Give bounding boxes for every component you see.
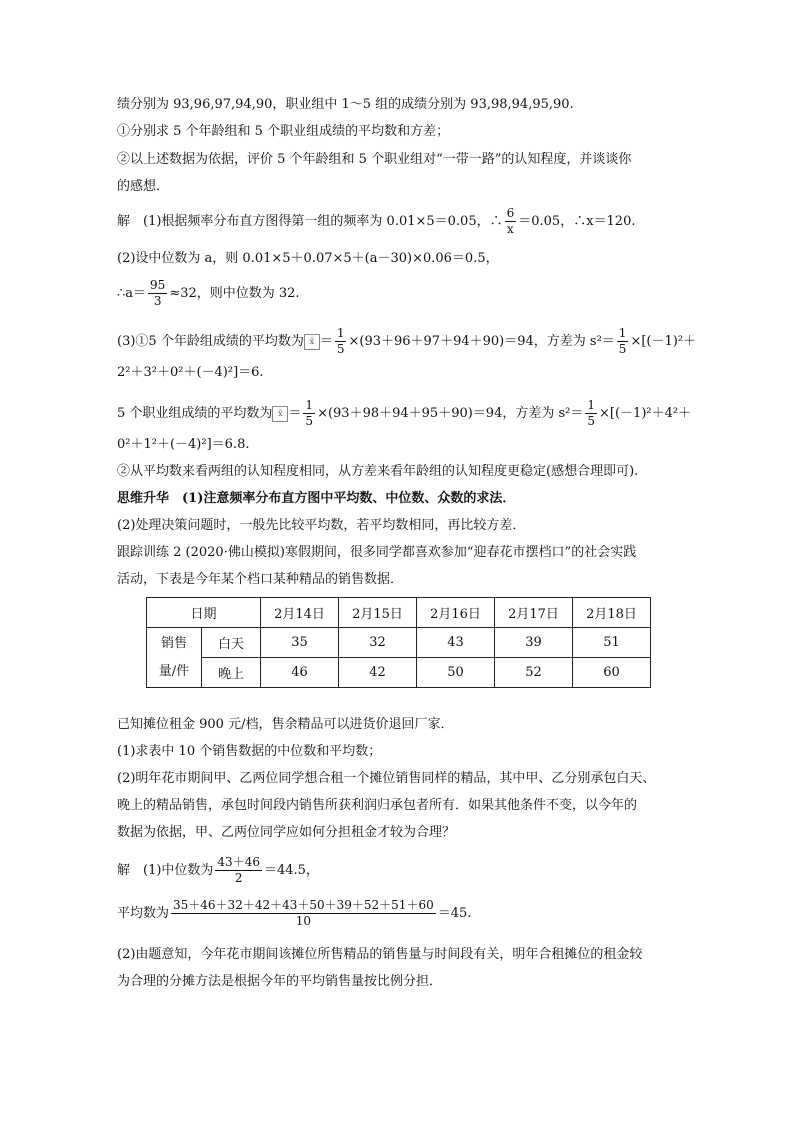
- table-cell: 51: [573, 628, 651, 658]
- fraction: [585, 398, 597, 429]
- solution-line: [117, 855, 319, 886]
- text-line: 活动，下表是今年某个档口某种精品的销售数据．: [117, 572, 404, 587]
- table-row-label: [147, 628, 202, 688]
- text: 5 个职业组成绩的平均数为: [117, 406, 273, 421]
- table-cell: 32: [339, 628, 417, 658]
- denominator: 2: [234, 871, 243, 885]
- table-cell: 52: [495, 658, 573, 688]
- text-line: 0²＋1²＋(－4)²]＝6.8.: [117, 437, 250, 452]
- numerator: 1: [587, 398, 596, 412]
- table-cell: 35: [261, 628, 339, 658]
- text: (3)①5 个年龄组成绩的平均数为: [117, 334, 304, 349]
- numerator: 95: [150, 278, 166, 292]
- denominator: 5: [618, 342, 627, 356]
- fraction: [171, 898, 436, 929]
- numerator: 1: [336, 326, 345, 340]
- numerator: 43＋46: [217, 855, 260, 869]
- table-row: [147, 658, 651, 688]
- numerator: 6: [506, 206, 515, 220]
- text-line: 数据为依据，甲、乙两位同学应如何分担租金才较为合理？: [117, 825, 456, 840]
- denominator: 5: [305, 414, 314, 428]
- text-line: (1)求表中 10 个销售数据的中位数和平均数；: [117, 744, 382, 759]
- table-cell: 60: [573, 658, 651, 688]
- table-header-cell: 2月16日: [417, 598, 495, 628]
- table-cell: 39: [495, 628, 573, 658]
- fraction: [505, 206, 517, 237]
- row-label-line: 量/件: [158, 663, 190, 679]
- table-cell: 50: [417, 658, 495, 688]
- text: 平均数为: [117, 906, 170, 921]
- mean-symbol-icon: x̄: [304, 334, 320, 350]
- denominator: 10: [295, 914, 311, 928]
- text-line: ②从平均数来看两组的认知程度相同，从方差来看年龄组的认知程度更稳定(感想合理即可).: [117, 464, 639, 479]
- fraction: [303, 398, 315, 429]
- sales-table: [146, 597, 651, 688]
- table-cell: 晚上: [202, 658, 261, 688]
- text-line: 思维升华 (1)注意频率分布直方图中平均数、中位数、众数的求法．: [117, 491, 516, 506]
- solution-line: [117, 206, 635, 237]
- denominator: x: [507, 222, 514, 236]
- text: 解 (1)根据频率分布直方图得第一组的频率为 0.01×5＝0.05，∴: [117, 214, 503, 229]
- text: ＝: [319, 334, 333, 349]
- denominator: 5: [587, 414, 596, 428]
- table-row: [147, 598, 651, 628]
- text-line: 的感想．: [117, 179, 170, 194]
- numerator: 1: [305, 398, 314, 412]
- text-line: (2)处理决策问题时，一般先比较平均数，若平均数相同，再比较方差．: [117, 518, 526, 533]
- text: ×[(－1)²＋4²＋: [599, 406, 692, 421]
- text-line: 已知摊位租金 900 元/档，售余精品可以进货价退回厂家．: [117, 717, 454, 732]
- fraction: [335, 326, 347, 357]
- text: ＝: [288, 406, 302, 421]
- text-line: (2)设中位数为 a，则 0.01×5＋0.07×5＋(a－30)×0.06＝0.5，: [117, 251, 499, 266]
- denominator: 3: [153, 294, 162, 308]
- text: ∴a＝: [117, 286, 147, 301]
- text: ×(93＋98＋94＋95＋90)＝94，方差为 s²＝: [317, 406, 584, 421]
- fraction: [148, 278, 167, 309]
- table-cell: 白天: [202, 628, 261, 658]
- table-header-cell: 日期: [147, 598, 261, 628]
- fraction: [215, 855, 262, 886]
- text: ＝45.: [437, 906, 472, 921]
- text-line: [117, 898, 471, 929]
- text-line: [117, 398, 691, 429]
- text: 解 (1)中位数为: [117, 863, 214, 878]
- text-line: 2²＋3²＋0²＋(－4)²]＝6.: [117, 365, 264, 380]
- numerator: 35＋46＋32＋42＋43＋50＋39＋52＋51＋60: [173, 898, 434, 912]
- fraction: [617, 326, 629, 357]
- table-header-cell: 2月14日: [261, 598, 339, 628]
- numerator: 1: [618, 326, 627, 340]
- text-line: [117, 278, 300, 309]
- text-line: 晚上的精品销售，承包时间段内销售所获利润归承包者所有．如果其他条件不变，以今年的: [117, 798, 638, 813]
- text-line: (2)明年花市期间甲、乙两位同学想合租一个摊位销售同样的精品，其中甲、乙分别承包白天、: [117, 771, 656, 786]
- text-line: ②以上述数据为依据，评价 5 个年龄组和 5 个职业组对“一带一路”的认知程度，并谈谈你: [117, 152, 632, 167]
- row-label-line: 销售: [160, 635, 187, 651]
- table-row: [147, 628, 651, 658]
- text-line: 跟踪训练 2 (2020·佛山模拟)寒假期间，很多同学都喜欢参加“迎春花市摆档口”的社会实践: [117, 545, 637, 560]
- text-line: (2)由题意知，今年花市期间该摊位所售精品的销售量与时间段有关，明年合租摊位的租金较: [117, 947, 643, 962]
- table-header-cell: 2月17日: [495, 598, 573, 628]
- text: ＝44.5，: [263, 863, 319, 878]
- denominator: 5: [336, 342, 345, 356]
- table-cell: 43: [417, 628, 495, 658]
- text-line: ①分别求 5 个年龄组和 5 个职业组成绩的平均数和方差；: [117, 124, 450, 139]
- table-header-cell: 2月18日: [573, 598, 651, 628]
- text: ＝0.05，∴x＝120.: [518, 214, 636, 229]
- table-cell: 46: [261, 658, 339, 688]
- table-cell: 42: [339, 658, 417, 688]
- text: ×[(－1)²＋: [630, 334, 697, 349]
- text: ×(93＋96＋97＋94＋90)＝94，方差为 s²＝: [348, 334, 615, 349]
- table-header-cell: 2月15日: [339, 598, 417, 628]
- mean-symbol-icon: x̄: [272, 406, 288, 422]
- text-line: 为合理的分摊方法是根据今年的平均销售量按比例分担．: [117, 974, 443, 989]
- text: ≈32，则中位数为 32.: [169, 286, 300, 301]
- text-line: 绩分别为 93,96,97,94,90，职业组中 1～5 组的成绩分别为 93,98,94,95,90.: [117, 97, 574, 112]
- text-line: [117, 326, 696, 357]
